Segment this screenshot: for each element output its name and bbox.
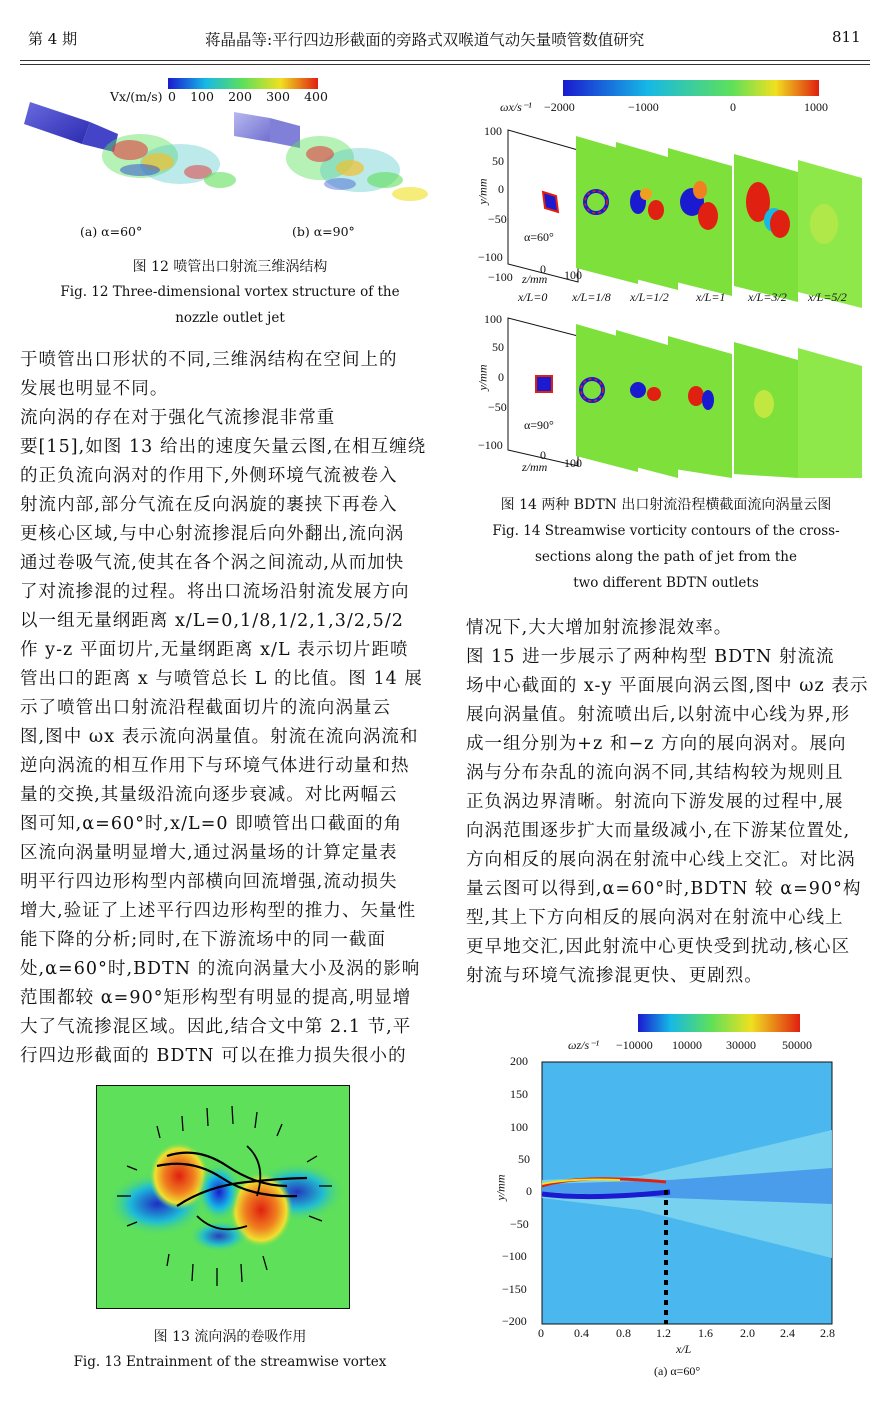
fig14-caption-zh: 图 14 两种 BDTN 出口射流沿程横截面流向涡量云图 [500,497,832,513]
text-line: 射流与环境气流掺混更快、更剧烈。 [466,966,763,986]
issue-number: 第 4 期 [28,30,78,48]
figure-14 [468,74,872,484]
running-title: 蒋晶晶等:平行四边形截面的旁路式双喉道气动矢量喷管数值研究 [205,31,645,49]
text-line: 方向相反的展向涡在射流中心线上交汇。对比涡 [466,850,856,870]
text-line: 图 15 进一步展示了两种构型 BDTN 射流流 [466,647,835,667]
text-line: 行四边形截面的 BDTN 可以在推力损失很小的 [20,1046,407,1066]
text-line: 范围都较 α=90°矩形构型有明显的提高,明显增 [20,988,412,1008]
text-line: 管出口的距离 x 与喷管总长 L 的比值。图 14 展 [20,669,423,689]
fig14-ytick: 0 [498,370,504,384]
fig15-xtick: 1.2 [656,1326,671,1340]
fig14-slice-label: x/L=1/8 [572,290,611,304]
fig14-ztick: 0 [540,448,546,462]
fig14-y-label-top: y/mm [475,178,490,205]
fig15-colorbar [638,1014,800,1032]
fig12-caption-en-1: Fig. 12 Three-dimensional vortex structure of the [60,284,400,300]
fig14-ytick: −50 [488,400,507,414]
text-line: 量的交换,其量级沿流向逐步衰减。对比两幅云 [20,785,398,805]
figure-12 [20,72,440,247]
fig14-slice-label: x/L=0 [518,290,548,304]
fig15-tick: 10000 [672,1038,702,1052]
fig15-tick: 50000 [782,1038,812,1052]
text-line: 能下降的分析;同时,在下游流场中的同一截面 [20,930,387,950]
text-line: 成一组分别为+z 和−z 方向的展向涡对。展向 [466,734,847,754]
text-line: 了对流掺混的过程。将出口流场沿射流发展方向 [20,582,410,602]
fig12-colorbar-ticks [168,89,328,104]
fig12-vortex-a [24,102,236,188]
fig15-ytick: −50 [510,1217,529,1231]
fig14-ytick: −100 [478,250,503,264]
text-line: 明平行四边形构型内部横向回流增强,流动损失 [20,872,398,892]
fig15-xtick: 2.0 [740,1326,755,1340]
text-line: 更核心区域,与中心射流掺混后向外翻出,流向涡 [20,524,405,544]
fig15-xtick: 0.4 [574,1326,589,1340]
fig15-xtick: 1.6 [698,1326,713,1340]
fig15-ytick: 150 [510,1087,528,1101]
text-line: 区流向涡量明显增大,通过涡量场的计算定量表 [20,843,398,863]
text-line: 通过卷吸气流,使其在各个涡之间流动,从而加快 [20,553,405,573]
fig14-ztick: 100 [564,268,582,282]
text-line: 于喷管出口形状的不同,三维涡结构在空间上的 [20,350,398,370]
fig12-tick: 200 [228,89,252,104]
fig14-ztick: 0 [540,262,546,276]
text-line: 大了气流掺混区域。因此,结合文中第 2.1 节,平 [20,1017,412,1037]
fig14-slice-label: x/L=3/2 [748,290,787,304]
text-line: 流向涡的存在对于强化气流掺混非常重 [20,408,336,428]
fig12-tick: 100 [190,89,214,104]
fig12-caption-en-2: nozzle outlet jet [175,310,285,326]
fig14-tick: −1000 [628,100,659,114]
fig14-slice-label: x/L=1 [696,290,726,304]
fig15-xtick: 2.4 [780,1326,795,1340]
header-rule-thin [20,64,870,65]
fig14-alpha-top: α=60° [524,230,554,244]
text-line: 射流内部,部分气流在反向涡旋的裹挟下再卷入 [20,495,398,515]
text-line: 场中心截面的 x-y 平面展向涡云图,图中 ωz 表示 [466,676,869,696]
fig14-y-label-bottom: y/mm [475,364,490,391]
figure-13 [96,1085,350,1309]
fig14-slice-label: x/L=1/2 [630,290,669,304]
figure-15 [470,1008,870,1398]
text-line: 发展也明显不同。 [20,379,169,399]
text-line: 情况下,大大增加射流掺混效率。 [466,618,733,638]
text-line: 示了喷管出口射流沿程截面切片的流向涡量云 [20,698,391,718]
fig15-tick: −10000 [616,1038,653,1052]
text-line: 图,图中 ωx 表示流向涡量值。射流在流向涡流和 [20,727,419,747]
text-line: 更早地交汇,因此射流中心更快受到扰动,核心区 [466,937,851,957]
text-line: 作 y-z 平面切片,无量纲距离 x/L 表示切片距喷 [20,640,409,660]
fig14-bottom-slices [508,318,862,478]
fig14-colorbar-label: ωx/s⁻¹ [500,100,532,114]
fig14-ytick: −50 [488,212,507,226]
text-line: 涡与分布杂乱的流向涡不同,其结构较为规则且 [466,763,844,783]
text-line: 正负涡边界清晰。射流向下游发展的过程中,展 [466,792,844,812]
fig14-ytick: 50 [492,154,504,168]
fig14-alpha-bottom: α=90° [524,418,554,432]
fig14-ztick: 100 [564,456,582,470]
fig14-ytick: −100 [478,438,503,452]
fig14-ytick: 100 [484,312,502,326]
header-rule-thick [20,60,870,61]
right-column-text [466,614,869,991]
fig15-ytick: −150 [502,1282,527,1296]
fig15-xtick: 0 [538,1326,544,1340]
fig15-colorbar-label: ωz/s⁻¹ [568,1038,600,1052]
fig14-caption-en-1: Fig. 14 Streamwise vorticity contours of the cross- [492,523,840,539]
fig14-z-label-bottom: z/mm [522,460,548,474]
fig14-ytick: 0 [498,182,504,196]
text-line: 逆向涡流的相互作用下与环境气体进行动量和热 [20,756,410,776]
fig14-caption-en-2: sections along the path of jet from the [535,549,797,565]
fig15-xtick: 0.8 [616,1326,631,1340]
text-line: 处,α=60°时,BDTN 的流向涡量大小及涡的影响 [20,959,421,979]
text-line: 要[15],如图 13 给出的速度矢量云图,在相互缠绕 [20,437,427,457]
fig15-ytick: −200 [502,1314,527,1328]
fig13-caption-zh: 图 13 流向涡的卷吸作用 [153,1329,307,1345]
fig15-x-label: x/L [676,1342,692,1356]
fig14-ztick: −100 [488,270,513,284]
fig12-colorbar [168,78,318,89]
fig15-xtick: 2.8 [820,1326,835,1340]
text-line: 向涡范围逐步扩大而量级减小,在下游某位置处, [466,821,851,841]
text-line: 增大,验证了上述平行四边形构型的推力、矢量性 [20,901,417,921]
fig14-tick: 1000 [804,100,828,114]
fig15-ytick: 100 [510,1120,528,1134]
text-line: 展向涡量值。射流喷出后,以射流中心线为界,形 [466,705,851,725]
fig14-slice-label: x/L=5/2 [808,290,847,304]
fig15-ytick: 50 [518,1152,530,1166]
fig14-tick: 0 [730,100,736,114]
fig14-ytick: 50 [492,340,504,354]
fig12-sub-b: (b) α=90° [292,224,355,239]
fig14-z-label-top: z/mm [522,272,548,286]
fig15-ytick: −100 [502,1249,527,1263]
fig12-tick: 300 [266,89,290,104]
fig14-tick: −2000 [544,100,575,114]
fig15-ytick: 0 [526,1184,532,1198]
fig14-caption-en-3: two different BDTN outlets [573,575,759,591]
fig14-colorbar [563,80,819,96]
fig13-caption-en: Fig. 13 Entrainment of the streamwise vortex [73,1354,387,1370]
text-line: 的正负流向涡对的作用下,外侧环境气流被卷入 [20,466,398,486]
fig12-tick: 400 [304,89,328,104]
fig12-sub-a: (a) α=60° [80,224,143,239]
fig12-vortex-b [234,112,428,201]
text-line: 型,其上下方向相反的展向涡对在射流中心线上 [466,908,844,928]
fig14-top-slices [508,130,862,308]
page-number: 811 [832,28,861,46]
text-line: 图可知,α=60°时,x/L=0 即喷管出口截面的角 [20,814,403,834]
fig12-tick: 0 [168,89,176,104]
text-line: 量云图可以得到,α=60°时,BDTN 较 α=90°构 [466,879,862,899]
fig15-y-label: y/mm [493,1174,508,1201]
fig14-ytick: 100 [484,124,502,138]
fig12-colorbar-label: Vx/(m/s) [110,89,163,104]
text-line: 以一组无量纲距离 x/L=0,1/8,1/2,1,3/2,5/2 [20,611,404,631]
fig15-sub-a: (a) α=60° [654,1364,701,1378]
fig15-tick: 30000 [726,1038,756,1052]
fig12-caption-zh: 图 12 喷管出口射流三维涡结构 [132,259,328,275]
left-column-text [20,346,426,1071]
fig15-ytick: 200 [510,1054,528,1068]
figure-13-render [97,1086,349,1308]
